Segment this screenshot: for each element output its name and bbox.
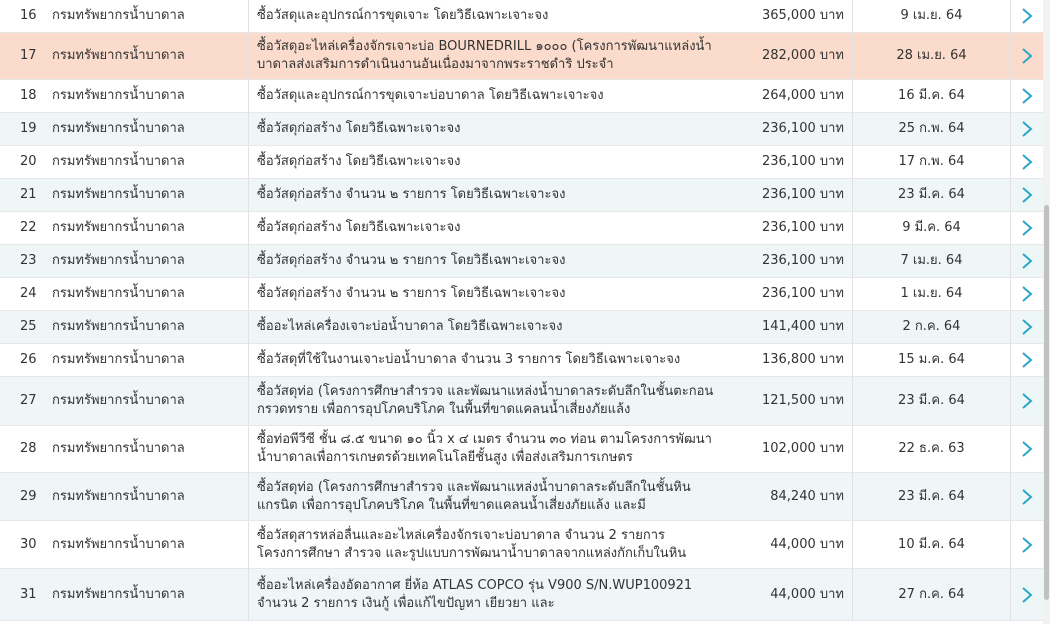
agency-name: กรมทรัพยากรน้ำบาดาล [52, 393, 185, 408]
project-description-text: ซื้อวัสดุท่อ (โครงการศึกษาสำรวจ และพัฒนาแหล่งน้ำบาดาลระดับลึกในชั้นหินแกรนิต เพื่อการอุปโภคบริโภค ในพื้นที่ขาดแคลนน้ำเสี่ยงภัยแล้ง และมี [257, 479, 691, 513]
budget-amount: 44,000 บาท [770, 586, 844, 602]
announcement-date: 22 ธ.ค. 63 [852, 426, 1010, 472]
project-description-text: ซื้อวัสดุก่อสร้าง โดยวิธีเฉพาะเจาะจง [257, 121, 461, 136]
project-description-text: ซื้อวัสดุก่อสร้าง โดยวิธีเฉพาะเจาะจง [257, 220, 461, 235]
agency-name: กรมทรัพยากรน้ำบาดาล [52, 8, 185, 23]
agency-name: กรมทรัพยากรน้ำบาดาล [52, 48, 185, 63]
table-row[interactable] [0, 311, 1043, 344]
project-description[interactable] [248, 0, 719, 32]
row-detail-button[interactable] [1010, 0, 1043, 32]
table-row[interactable] [0, 80, 1043, 113]
agency-name: กรมทรัพยากรน้ำบาดาล [52, 536, 185, 552]
agency-name: กรมทรัพยากรน้ำบาดาล [52, 88, 185, 103]
project-description[interactable] [248, 113, 719, 145]
table-row[interactable] [0, 0, 1043, 33]
project-description[interactable] [248, 473, 719, 520]
budget-amount: 102,000 บาท [761, 441, 844, 456]
row-detail-button[interactable] [1010, 33, 1043, 79]
project-description[interactable] [248, 245, 719, 277]
project-description[interactable] [248, 569, 719, 620]
row-detail-button[interactable] [1010, 212, 1043, 244]
chevron-right-icon [1021, 7, 1033, 25]
announcement-date: 2 ก.ค. 64 [852, 311, 1010, 343]
row-number: 31 [20, 586, 37, 602]
row-number: 25 [20, 319, 37, 334]
table-row[interactable] [0, 113, 1043, 146]
project-description[interactable] [248, 80, 719, 112]
project-description[interactable] [248, 344, 719, 376]
budget-amount: 365,000 บาท [761, 8, 844, 23]
project-description-text: ซื้ออะไหล่เครื่องเจาะบ่อน้ำบาดาล โดยวิธีเฉพาะเจาะจง [257, 319, 563, 334]
project-description-text: ซื้อท่อพีวีซี ชั้น ๘.๕ ขนาด ๑๐ นิ้ว x ๔ เมตร จำนวน ๓๐ ท่อน ตามโครงการพัฒนาน้ำบาดาลเพื่อการเกษตรด้วยเทคโนโลยีชั้นสูง เพื่อส่งเสริมการเกษตร [257, 432, 712, 465]
table-row[interactable] [0, 521, 1043, 569]
row-number: 26 [20, 352, 37, 367]
row-number: 23 [20, 253, 37, 268]
agency-name: กรมทรัพยากรน้ำบาดาล [52, 441, 185, 456]
budget-amount: 236,100 บาท [761, 220, 844, 235]
announcement-date: 16 มี.ค. 64 [852, 80, 1010, 112]
chevron-right-icon [1021, 488, 1033, 506]
project-description[interactable] [248, 179, 719, 211]
chevron-right-icon [1021, 186, 1033, 204]
row-detail-button[interactable] [1010, 113, 1043, 145]
row-number: 29 [20, 488, 37, 504]
budget-amount: 282,000 บาท [761, 48, 844, 63]
chevron-right-icon [1021, 536, 1033, 554]
project-description-text: ซื้อวัสดุท่อ (โครงการศึกษาสำรวจ และพัฒนาแหล่งน้ำบาดาลระดับลึกในชั้นตะกอนกรวดทราย เพื่อการอุปโภคบริโภค ในพื้นที่ขาดแคลนน้ำเสี่ยงภัยแล้ง [257, 384, 714, 417]
announcement-date: 7 เม.ย. 64 [852, 245, 1010, 277]
chevron-right-icon [1021, 153, 1033, 171]
row-detail-button[interactable] [1010, 80, 1043, 112]
table-row[interactable] [0, 278, 1043, 311]
budget-amount: 236,100 บาท [761, 154, 844, 169]
table-row[interactable] [0, 569, 1043, 621]
announcement-date: 17 ก.พ. 64 [852, 146, 1010, 178]
row-number: 17 [20, 48, 37, 63]
announcement-date: 1 เม.ย. 64 [852, 278, 1010, 310]
announcement-date: 25 ก.พ. 64 [852, 113, 1010, 145]
table-row[interactable] [0, 179, 1043, 212]
announcement-date: 23 มี.ค. 64 [852, 179, 1010, 211]
project-description[interactable] [248, 146, 719, 178]
project-description-text: ซื้อวัสดุก่อสร้าง จำนวน ๒ รายการ โดยวิธีเฉพาะเจาะจง [257, 286, 566, 301]
chevron-right-icon [1021, 586, 1033, 604]
agency-name: กรมทรัพยากรน้ำบาดาล [52, 253, 185, 268]
project-description-text: ซื้ออะไหล่เครื่องอัดอากาศ ยี่ห้อ ATLAS COPCO รุ่น V900 S/N.WUP100921 จำนวน 2 รายการ เงินกู้ เพื่อแก้ไขปัญหา เยียวยา และ [257, 577, 693, 611]
chevron-right-icon [1021, 252, 1033, 270]
budget-amount: 236,100 บาท [761, 286, 844, 301]
budget-amount: 136,800 บาท [761, 352, 844, 367]
announcement-date: 27 ก.ค. 64 [852, 569, 1010, 620]
project-description-text: ซื้อวัสดุก่อสร้าง จำนวน ๒ รายการ โดยวิธีเฉพาะเจาะจง [257, 187, 566, 202]
chevron-right-icon [1021, 120, 1033, 138]
project-description-text: ซื้อวัสดุอะไหล่เครื่องจักรเจาะบ่อ BOURNEDRILL ๑๐๐๐ (โครงการพัฒนาแหล่งน้ำบาดาลส่งเสริมการดำเนินงานอันเนื่องมาจากพระราชดำริ ประจำ [257, 39, 712, 72]
chevron-right-icon [1021, 392, 1033, 410]
chevron-right-icon [1021, 47, 1033, 65]
row-number: 19 [20, 121, 37, 136]
table-row[interactable] [0, 377, 1043, 426]
row-number: 22 [20, 220, 37, 235]
row-number: 18 [20, 88, 37, 103]
chevron-right-icon [1021, 318, 1033, 336]
agency-name: กรมทรัพยากรน้ำบาดาล [52, 187, 185, 202]
budget-amount: 141,400 บาท [761, 319, 844, 334]
project-description-text: ซื้อวัสดุสารหล่อลื่นและอะไหล่เครื่องจักรเจาะบ่อบาดาล จำนวน 2 รายการ โครงการศึกษา สำรวจ และรูปแบบการพัฒนาน้ำบาดาลจากแหล่งกักเก็บในหิน [257, 527, 687, 561]
row-detail-button[interactable] [1010, 179, 1043, 211]
project-description-text: ซื้อวัสดุก่อสร้าง จำนวน ๒ รายการ โดยวิธีเฉพาะเจาะจง [257, 253, 566, 268]
agency-name: กรมทรัพยากรน้ำบาดาล [52, 488, 185, 504]
table-row[interactable] [0, 33, 1043, 80]
project-description[interactable] [248, 377, 719, 425]
table-row[interactable] [0, 426, 1043, 473]
row-detail-button[interactable] [1010, 278, 1043, 310]
project-description-text: ซื้อวัสดุที่ใช้ในงานเจาะบ่อน้ำบาดาล จำนวน 3 รายการ โดยวิธีเฉพาะเจาะจง [257, 352, 681, 367]
row-detail-button[interactable] [1010, 311, 1043, 343]
row-number: 20 [20, 154, 37, 169]
budget-amount: 236,100 บาท [761, 121, 844, 136]
announcement-date: 15 ม.ค. 64 [852, 344, 1010, 376]
budget-amount: 121,500 บาท [761, 393, 844, 408]
table-row[interactable] [0, 212, 1043, 245]
agency-name: กรมทรัพยากรน้ำบาดาล [52, 286, 185, 301]
agency-name: กรมทรัพยากรน้ำบาดาล [52, 319, 185, 334]
row-number: 16 [20, 8, 37, 23]
table-row[interactable] [0, 245, 1043, 278]
budget-amount: 236,100 บาท [761, 253, 844, 268]
row-number: 30 [20, 536, 37, 552]
announcement-date: 23 มี.ค. 64 [852, 473, 1010, 520]
agency-name: กรมทรัพยากรน้ำบาดาล [52, 220, 185, 235]
project-description[interactable] [248, 33, 719, 79]
budget-amount: 264,000 บาท [761, 88, 844, 103]
budget-amount: 44,000 บาท [770, 536, 844, 552]
row-detail-button[interactable] [1010, 245, 1043, 277]
row-detail-button[interactable] [1010, 377, 1043, 425]
project-description[interactable] [248, 521, 719, 568]
agency-name: กรมทรัพยากรน้ำบาดาล [52, 586, 185, 602]
table-row[interactable] [0, 344, 1043, 377]
agency-name: กรมทรัพยากรน้ำบาดาล [52, 154, 185, 169]
announcement-date: 28 เม.ย. 64 [852, 33, 1010, 79]
agency-name: กรมทรัพยากรน้ำบาดาล [52, 352, 185, 367]
project-description[interactable] [248, 311, 719, 343]
row-detail-button[interactable] [1010, 473, 1043, 520]
announcement-date: 10 มี.ค. 64 [852, 521, 1010, 568]
chevron-right-icon [1021, 219, 1033, 237]
project-description-text: ซื้อวัสดุและอุปกรณ์การขุดเจาะ โดยวิธีเฉพาะเจาะจง [257, 8, 549, 23]
budget-amount: 84,240 บาท [770, 488, 844, 504]
row-detail-button[interactable] [1010, 146, 1043, 178]
table-row[interactable] [0, 146, 1043, 179]
announcement-date: 23 มี.ค. 64 [852, 377, 1010, 425]
row-detail-button[interactable] [1010, 569, 1043, 620]
announcement-date: 9 มี.ค. 64 [852, 212, 1010, 244]
project-description[interactable] [248, 278, 719, 310]
announcement-date: 9 เม.ย. 64 [852, 0, 1010, 32]
row-detail-button[interactable] [1010, 344, 1043, 376]
budget-amount: 236,100 บาท [761, 187, 844, 202]
row-detail-button[interactable] [1010, 426, 1043, 472]
chevron-right-icon [1021, 440, 1033, 458]
table-row[interactable] [0, 473, 1043, 521]
chevron-right-icon [1021, 285, 1033, 303]
row-number: 28 [20, 441, 37, 456]
chevron-right-icon [1021, 87, 1033, 105]
row-number: 21 [20, 187, 37, 202]
agency-name: กรมทรัพยากรน้ำบาดาล [52, 121, 185, 136]
project-description[interactable] [248, 212, 719, 244]
row-detail-button[interactable] [1010, 521, 1043, 568]
project-description[interactable] [248, 426, 719, 472]
vertical-scrollbar[interactable] [1043, 0, 1050, 624]
chevron-right-icon [1021, 351, 1033, 369]
project-description-text: ซื้อวัสดุและอุปกรณ์การขุดเจาะบ่อบาดาล โดยวิธีเฉพาะเจาะจง [257, 88, 604, 103]
project-description-text: ซื้อวัสดุก่อสร้าง โดยวิธีเฉพาะเจาะจง [257, 154, 461, 169]
scrollbar-thumb[interactable] [1044, 205, 1049, 600]
row-number: 27 [20, 393, 37, 408]
row-number: 24 [20, 286, 37, 301]
